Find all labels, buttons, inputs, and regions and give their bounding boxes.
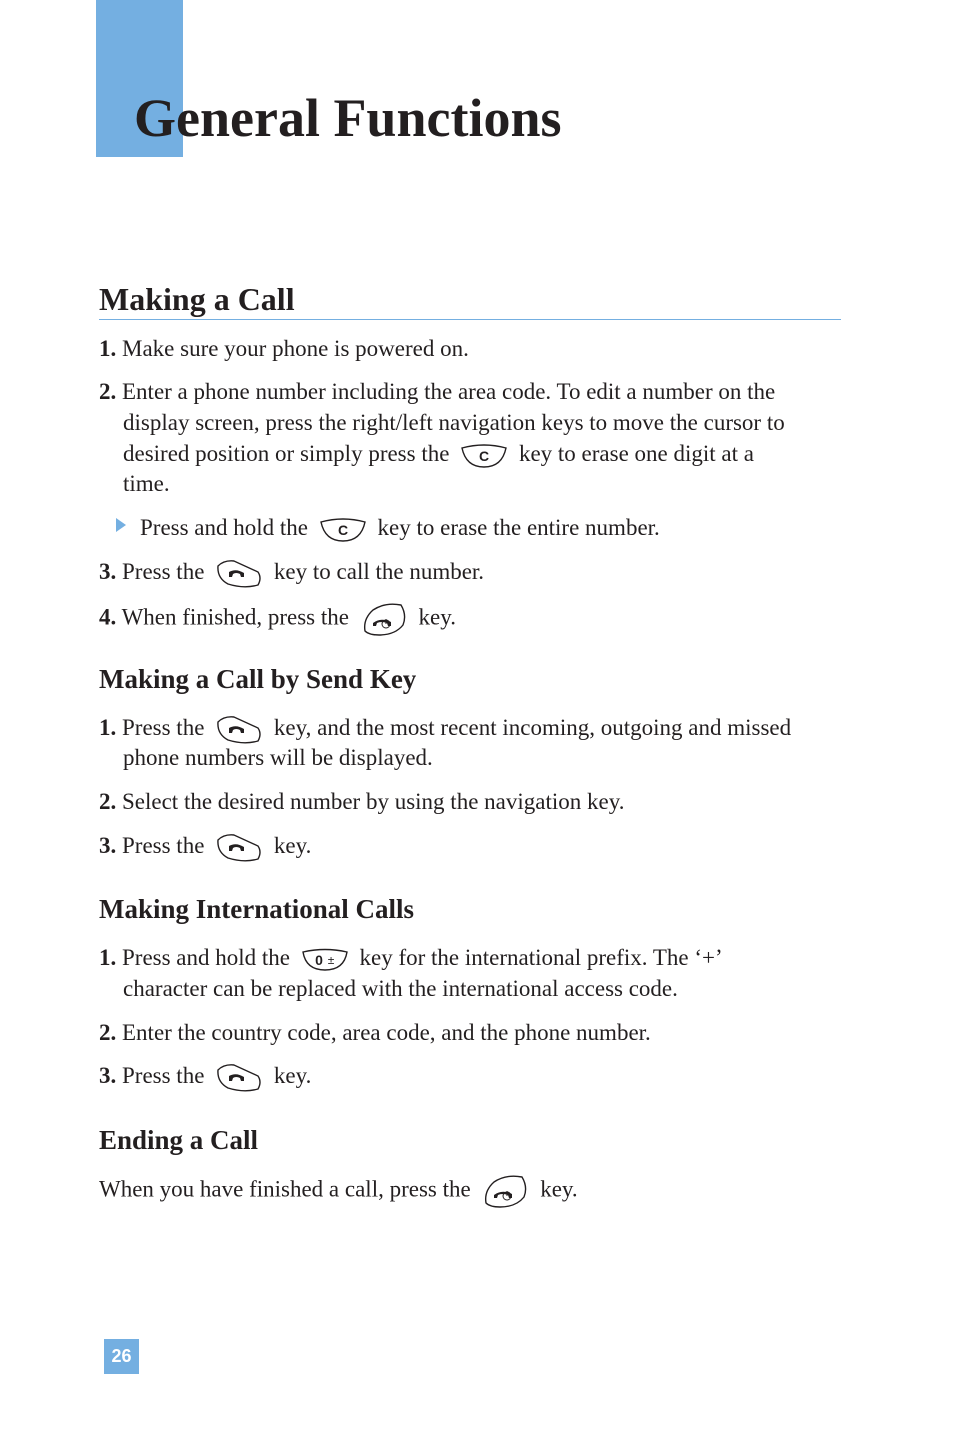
subsection-title-send-key: Making a Call by Send Key bbox=[99, 664, 417, 694]
chapter-title: General Functions bbox=[134, 88, 562, 148]
step-number: 2. bbox=[99, 789, 117, 814]
end-key-icon bbox=[480, 1173, 530, 1209]
plus-minus-label: ± bbox=[327, 952, 335, 967]
tip-text: key to erase the entire number. bbox=[377, 515, 660, 540]
bullet-arrow-icon bbox=[116, 518, 126, 532]
paragraph bbox=[99, 1173, 578, 1209]
step-number: 1. bbox=[99, 336, 117, 361]
step-text-line: display screen, press the right/left navigation keys to move the cursor to bbox=[123, 410, 785, 435]
send-key-icon bbox=[214, 832, 264, 864]
step-item bbox=[99, 557, 484, 590]
step-item bbox=[99, 377, 775, 407]
step-number: 2. bbox=[99, 1020, 117, 1045]
section-divider bbox=[99, 319, 841, 320]
step-text: Press the bbox=[122, 833, 205, 858]
section-title-making-a-call: Making a Call bbox=[99, 281, 295, 317]
zero-key-icon bbox=[300, 948, 350, 972]
step-text: key for the international prefix. The ‘+’ bbox=[359, 945, 723, 970]
step-text: Press and hold the bbox=[122, 945, 291, 970]
send-key-icon bbox=[214, 558, 264, 590]
step-text-line: time. bbox=[123, 471, 170, 496]
step-number: 1. bbox=[99, 945, 117, 970]
step-item bbox=[99, 601, 456, 637]
zero-key-label: 0 bbox=[314, 951, 323, 968]
step-text: Press the bbox=[122, 715, 205, 740]
paragraph-text: When you have finished a call, press the bbox=[99, 1176, 471, 1202]
step-text: key. bbox=[273, 1063, 312, 1088]
step-text: Enter the country code, area code, and the phone number. bbox=[122, 1020, 651, 1045]
clear-key-icon bbox=[318, 517, 368, 543]
step-text-line: character can be replaced with the international access code. bbox=[123, 976, 678, 1001]
step-text: key, and the most recent incoming, outgoing and missed bbox=[273, 715, 792, 740]
send-key-icon bbox=[214, 1062, 264, 1094]
step-text: desired position or simply press the bbox=[123, 441, 450, 466]
paragraph-text: key. bbox=[540, 1176, 578, 1202]
step-item bbox=[99, 787, 624, 817]
send-key-icon bbox=[214, 714, 264, 746]
clear-key-label: C bbox=[337, 521, 348, 538]
step-text: Enter a phone number including the area code. To edit a number on the bbox=[122, 379, 776, 404]
step-item bbox=[99, 831, 311, 864]
step-text: key. bbox=[273, 833, 312, 858]
step-number: 3. bbox=[99, 833, 117, 858]
step-number: 1. bbox=[99, 715, 117, 740]
step-text: key. bbox=[418, 604, 456, 630]
step-number: 2. bbox=[99, 379, 117, 404]
page-number: 26 bbox=[104, 1339, 139, 1374]
step-text: When finished, press the bbox=[121, 604, 349, 630]
tip-item bbox=[140, 513, 660, 543]
step-text: key to call the number. bbox=[273, 559, 485, 584]
clear-key-icon bbox=[459, 443, 509, 469]
step-number: 3. bbox=[99, 1063, 117, 1088]
subsection-title-international: Making International Calls bbox=[99, 894, 415, 924]
step-item bbox=[99, 943, 723, 973]
subsection-title-ending: Ending a Call bbox=[99, 1125, 259, 1155]
step-text: Press the bbox=[122, 559, 205, 584]
step-item bbox=[99, 334, 469, 364]
step-text: Make sure your phone is powered on. bbox=[122, 336, 469, 361]
step-number: 3. bbox=[99, 559, 117, 584]
step-item bbox=[99, 1061, 311, 1094]
end-key-icon bbox=[359, 601, 409, 637]
step-text: Select the desired number by using the navigation key. bbox=[122, 789, 625, 814]
step-item bbox=[99, 713, 791, 746]
tip-text: Press and hold the bbox=[140, 515, 309, 540]
step-text: key to erase one digit at a bbox=[518, 441, 754, 466]
clear-key-label: C bbox=[479, 447, 490, 464]
step-text-line bbox=[123, 439, 754, 469]
step-text: Press the bbox=[122, 1063, 205, 1088]
step-item bbox=[99, 1018, 651, 1048]
step-text-line: phone numbers will be displayed. bbox=[123, 745, 433, 770]
step-number: 4. bbox=[99, 604, 117, 630]
